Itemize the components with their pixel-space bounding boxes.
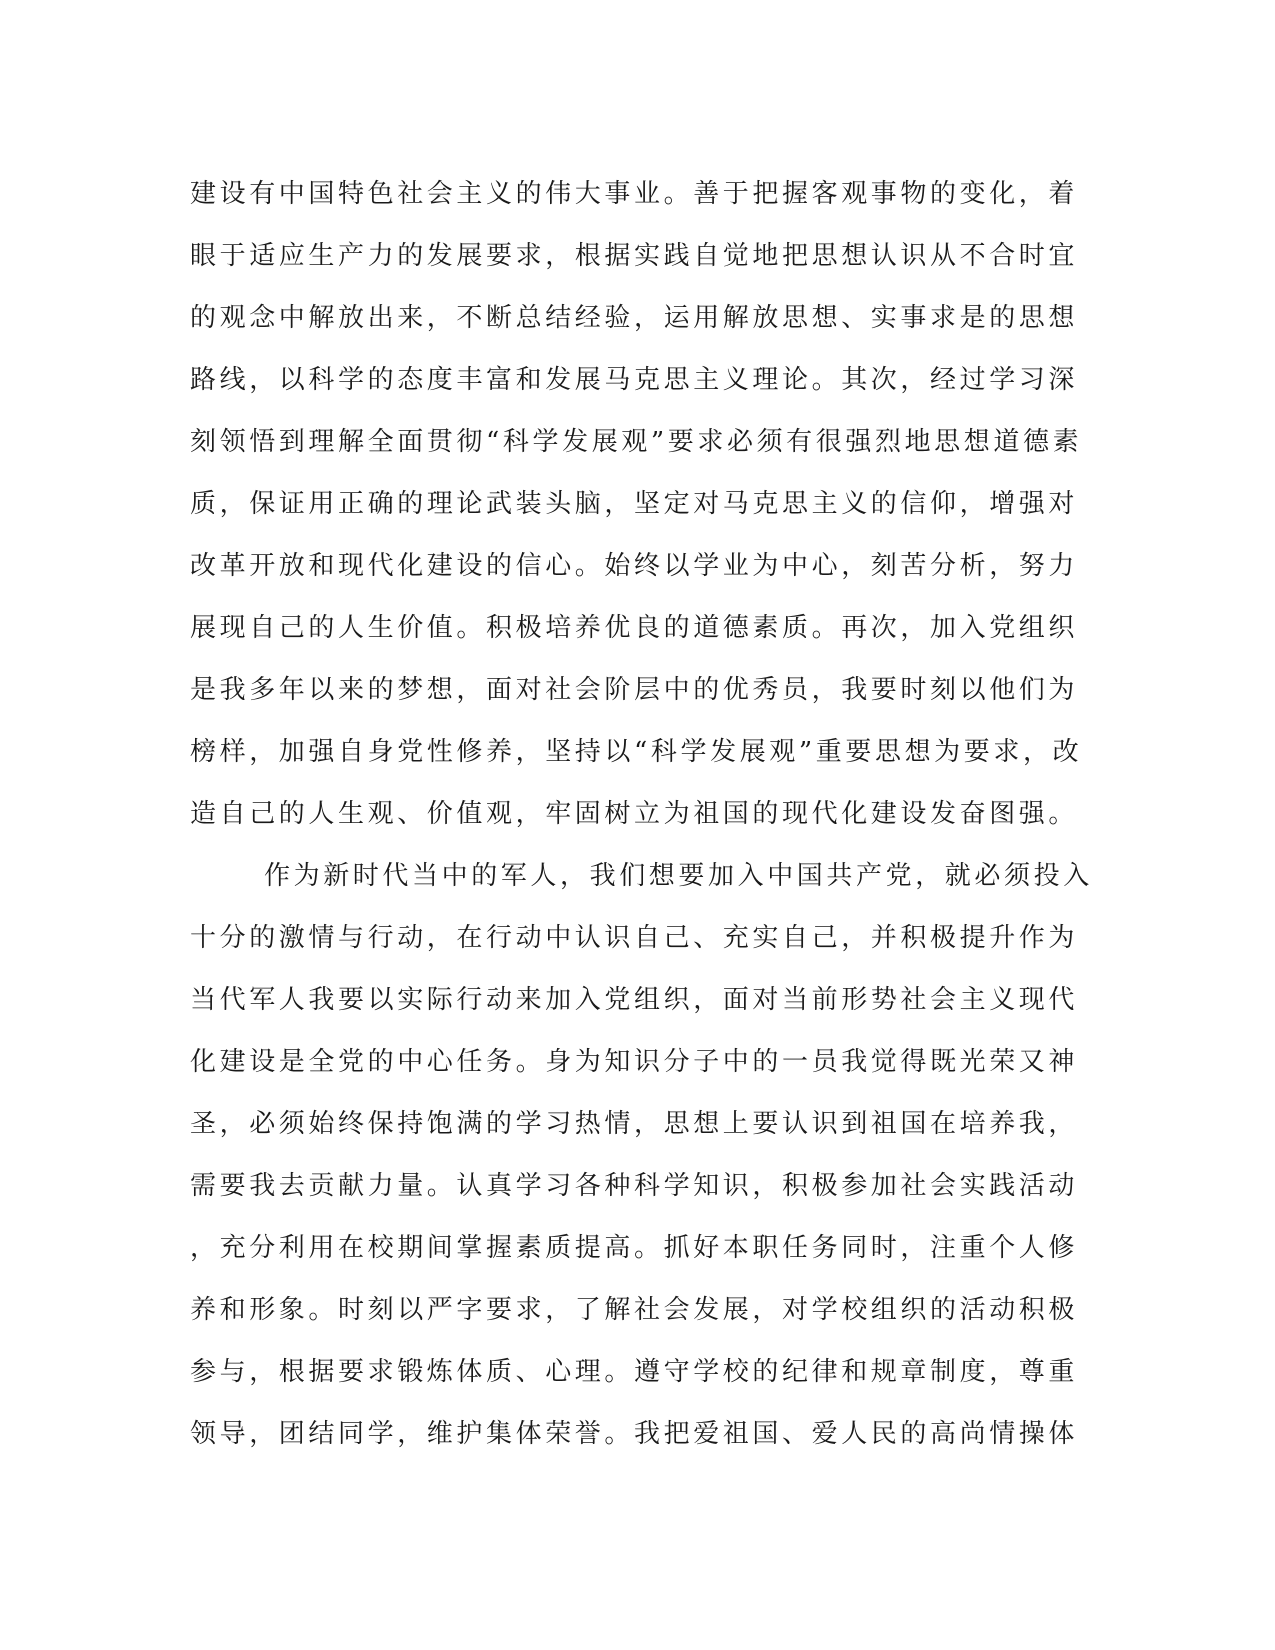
paragraph-2 [190,845,1093,1465]
text-line: 需要我去贡献力量。认真学习各种科学知识，积极参加社会实践活动 [190,1171,1079,1201]
text-line: 展现自己的人生价值。积极培养优良的道德素质。再次，加入党组织 [190,613,1079,643]
text-line: 路线，以科学的态度丰富和发展马克思主义理论。其次，经过学习深 [190,365,1079,395]
text-line: 当代军人我要以实际行动来加入党组织，面对当前形势社会主义现代 [190,985,1079,1015]
text-line: ，充分利用在校期间掌握素质提高。抓好本职任务同时，注重个人修 [190,1233,1079,1263]
text-line: 是我多年以来的梦想，面对社会阶层中的优秀员，我要时刻以他们为 [190,675,1079,705]
text-line: 圣，必须始终保持饱满的学习热情，思想上要认识到祖国在培养我， [190,1109,1079,1139]
text-line: 的观念中解放出来，不断总结经验，运用解放思想、实事求是的思想 [190,303,1079,333]
body-text [190,163,1093,1465]
text-line: 领导，团结同学，维护集体荣誉。我把爱祖国、爱人民的高尚情操体 [190,1419,1079,1449]
text-line: 参与，根据要求锻炼体质、心理。遵守学校的纪律和规章制度，尊重 [190,1357,1079,1387]
text-line-indented: 作为新时代当中的军人，我们想要加入中国共产党，就必须投入 [264,861,1093,891]
text-line: 榜样，加强自身党性修养，坚持以“科学发展观”重要思想为要求，改 [190,737,1083,767]
text-line: 建设有中国特色社会主义的伟大事业。善于把握客观事物的变化，着 [190,179,1079,209]
paragraph-1 [190,163,1090,845]
text-line: 造自己的人生观、价值观，牢固树立为祖国的现代化建设发奋图强。 [190,799,1079,829]
text-line: 刻领悟到理解全面贯彻“科学发展观”要求必须有很强烈地思想道德素 [190,427,1083,457]
text-line: 化建设是全党的中心任务。身为知识分子中的一员我觉得既光荣又神 [190,1047,1079,1077]
text-line: 改革开放和现代化建设的信心。始终以学业为中心，刻苦分析，努力 [190,551,1079,581]
text-line: 养和形象。时刻以严字要求，了解社会发展，对学校组织的活动积极 [190,1295,1079,1325]
text-line: 十分的激情与行动，在行动中认识自己、充实自己，并积极提升作为 [190,923,1079,953]
text-line: 眼于适应生产力的发展要求，根据实践自觉地把思想认识从不合时宜 [190,241,1079,271]
text-line: 质，保证用正确的理论武装头脑，坚定对马克思主义的信仰，增强对 [190,489,1079,519]
